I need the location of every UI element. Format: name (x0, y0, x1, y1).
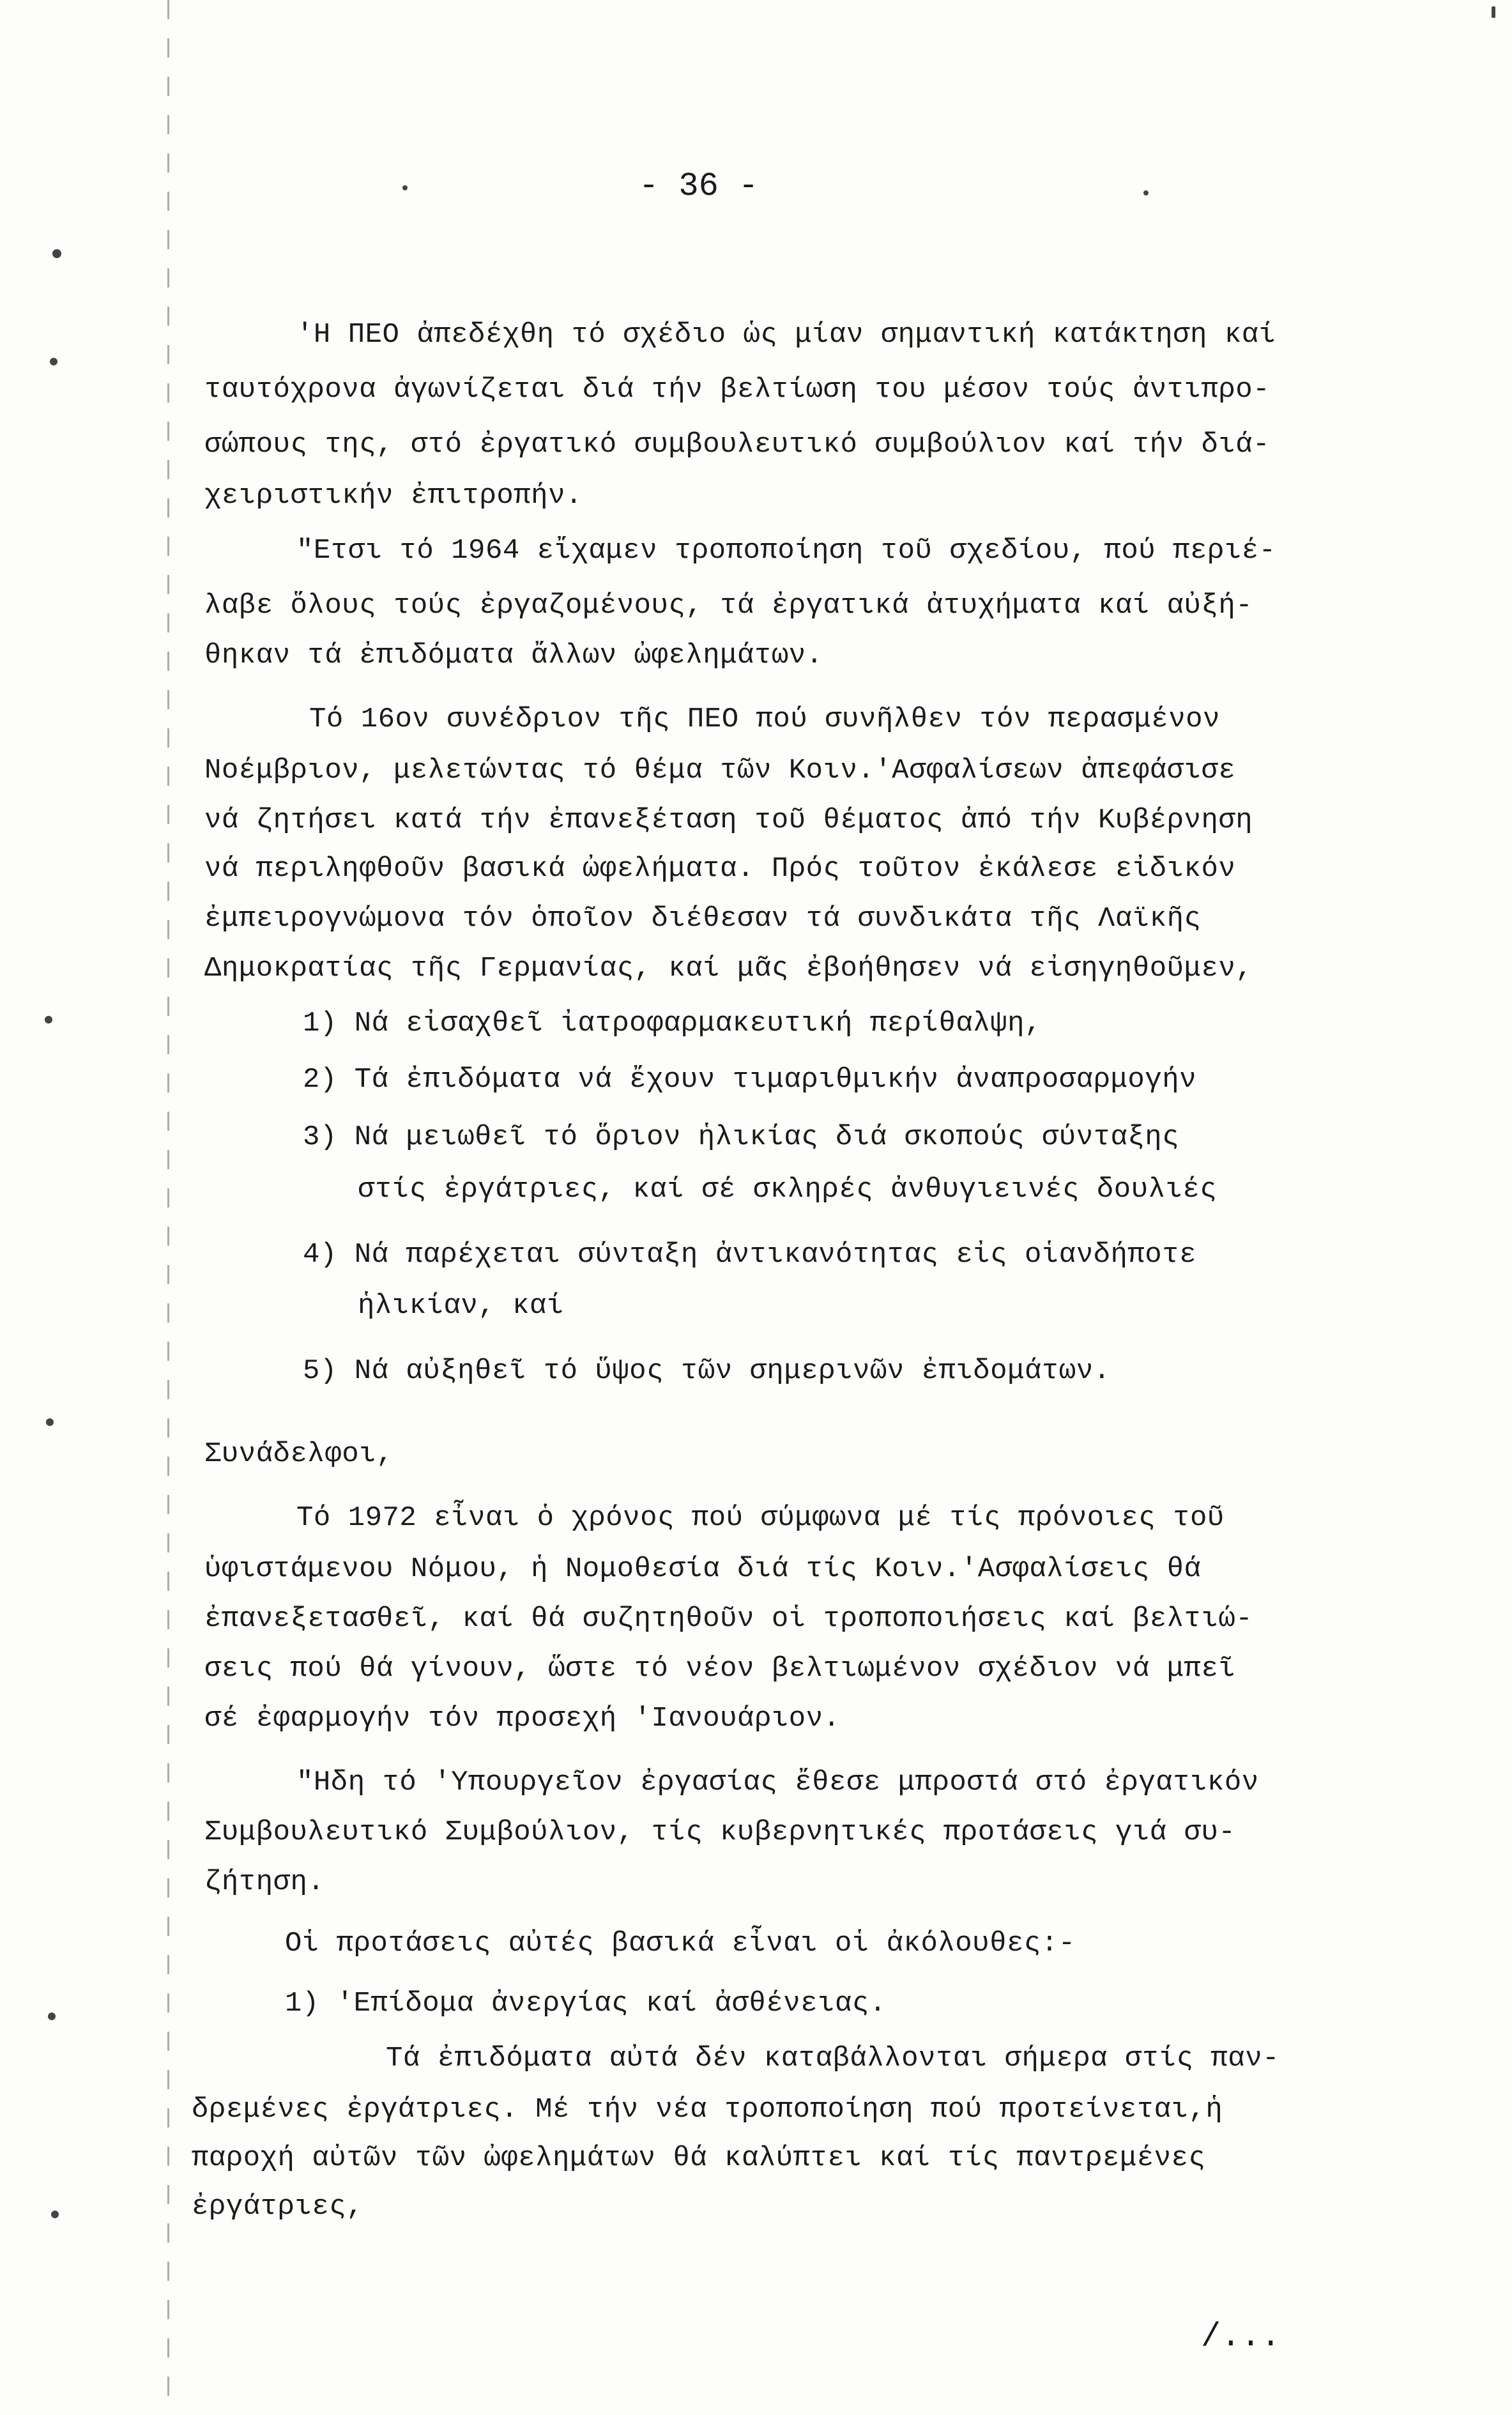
demand-item: 2) Τά ἐπιδόματα νά ἔχουν τιμαριθμικήν ἀναπροσαρμογήν (303, 1064, 1197, 1096)
paragraph-line: παροχή αὐτῶν τῶν ὠφελημάτων θά καλύπτει καί τίς παντρεμένες (192, 2142, 1206, 2174)
demand-item: 5) Νά αὐξηθεῖ τό ὕψος τῶν σημερινῶν ἐπιδομάτων. (303, 1355, 1111, 1387)
proposal-heading: 1) 'Επίδομα ἀνεργίας καί ἀσθένειας. (285, 1988, 887, 2020)
paragraph-line: ἐμπειρογνώμονα τόν ὁποῖον διέθεσαν τά συνδικάτα τῆς Λαϊκῆς (204, 903, 1202, 935)
paragraph-line: ζήτηση. (204, 1866, 325, 1898)
paragraph-line: δρεμένες ἐργάτριες. Μέ τήν νέα τροποποίηση πού προτείνεται,ἡ (192, 2094, 1223, 2126)
demand-item-continued: ἡλικίαν, καί (358, 1290, 564, 1322)
paragraph-line: Δημοκρατίας τῆς Γερμανίας, καί μᾶς ἐβοήθησεν νά εἰσηγηθοῦμεν, (204, 953, 1253, 985)
continuation-mark: /... (1201, 2318, 1281, 2356)
paragraph-line: ὑφιστάμενου Νόμου, ἡ Νομοθεσία διά τίς Κοιν.'Ασφαλίσεις θά (204, 1553, 1202, 1585)
scan-speck (52, 249, 61, 258)
paragraph-line: Τό 1972 εἶναι ὁ χρόνος πού σύμφωνα μέ τίς πρόνοιες τοῦ (296, 1502, 1225, 1534)
scan-speck (50, 358, 57, 365)
salutation: Συνάδελφοι, (204, 1438, 393, 1470)
paragraph-line: Οἱ προτάσεις αὐτές βασικά εἶναι οἱ ἀκόλουθες:- (285, 1928, 1076, 1959)
paragraph-line: Τό 16ον συνέδριον τῆς ΠΕΟ πού συνῆλθεν τόν περασμένον (309, 703, 1220, 735)
scan-speck (1143, 190, 1149, 195)
scan-speck (46, 1418, 54, 1426)
left-margin-line (167, 0, 169, 2415)
scan-speck (48, 2012, 56, 2020)
scan-speck (51, 2211, 59, 2218)
scan-speck (402, 185, 408, 190)
demand-item: 4) Νά παρέχεται σύνταξη ἀντικανότητας εἰς οἱανδήποτε (303, 1239, 1197, 1271)
paragraph-line: λαβε ὅλους τούς ἐργαζομένους, τά ἐργατικά ἀτυχήματα καί αὐξή- (204, 590, 1253, 622)
paragraph-line: σεις πού θά γίνουν, ὥστε τό νέον βελτιωμένον σχέδιον νά μπεῖ (204, 1653, 1236, 1685)
paragraph-line: ταυτόχρονα ἀγωνίζεται διά τήν βελτίωση του μέσον τούς ἀντιπρο- (204, 374, 1271, 406)
paragraph-line: χειριστικήν ἐπιτροπήν. (204, 480, 583, 512)
scan-speck (45, 1016, 52, 1023)
paragraph-line: 'Η ΠΕΟ ἀπεδέχθη τό σχέδιο ὡς μίαν σημαντική κατάκτηση καί (296, 319, 1276, 351)
page-number: - 36 - (639, 167, 759, 205)
paragraph-line: Τά ἐπιδόματα αὐτά δέν καταβάλλονται σήμερα στίς παν- (386, 2043, 1280, 2074)
paragraph-line: Νοέμβριον, μελετώντας τό θέμα τῶν Κοιν.'Ασφαλίσεων ἀπεφάσισε (204, 755, 1236, 786)
paragraph-line: "Ηδη τό 'Υπουργεῖον ἐργασίας ἔθεσε μπροστά στό ἐργατικόν (296, 1767, 1259, 1798)
paragraph-line: ἐπανεξετασθεῖ, καί θά συζητηθοῦν οἱ τροποποιήσεις καί βελτιώ- (204, 1603, 1253, 1635)
demand-item: 1) Νά εἰσαχθεῖ ἰατροφαρμακευτική περίθαλψη, (303, 1008, 1042, 1039)
paragraph-line: νά περιληφθοῦν βασικά ὠφελήματα. Πρός τοῦτον ἐκάλεσε εἰδικόν (204, 853, 1236, 885)
scan-speck (1492, 6, 1495, 18)
paragraph-line: θηκαν τά ἐπιδόματα ἄλλων ὠφελημάτων. (204, 640, 823, 671)
paragraph-line: σέ ἐφαρμογήν τόν προσεχή 'Ιανουάριον. (204, 1703, 841, 1735)
paragraph-line: Συμβουλευτικό Συμβούλιον, τίς κυβερνητικές προτάσεις γιά συ- (204, 1816, 1236, 1848)
paragraph-line: ἐργάτριες, (192, 2191, 364, 2223)
paragraph-line: σώπους της, στό ἐργατικό συμβουλευτικό συμβούλιον καί τήν διά- (204, 429, 1271, 461)
demand-item: 3) Νά μειωθεῖ τό ὅριον ἡλικίας διά σκοπούς σύνταξης (303, 1121, 1180, 1153)
demand-item-continued: στίς ἐργάτριες, καί σέ σκληρές ἀνθυγιεινές δουλιές (358, 1174, 1218, 1206)
paragraph-line: "Ετσι τό 1964 εἴχαμεν τροποποίηση τοῦ σχεδίου, πού περιέ- (296, 535, 1276, 567)
paragraph-line: νά ζητήσει κατά τήν ἐπανεξέταση τοῦ θέματος ἀπό τήν Κυβέρνηση (204, 804, 1253, 836)
